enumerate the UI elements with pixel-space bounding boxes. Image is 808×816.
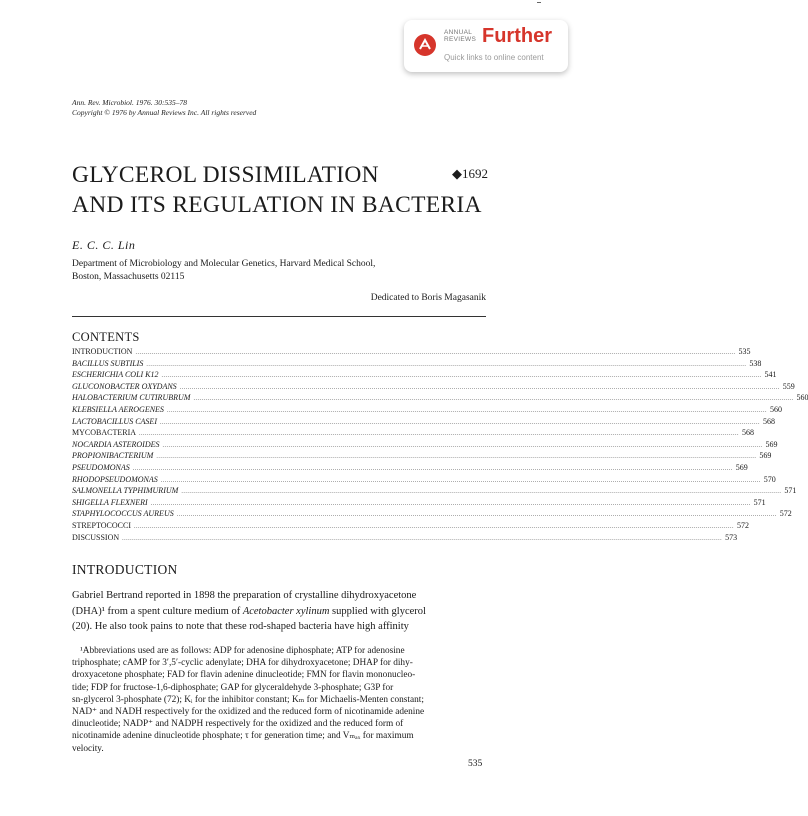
toc-entry-label: PROPIONIBACTERIUM [72, 451, 154, 461]
toc-leader-dots: ............................................................................................................................................................................................................................................................................................................ [161, 373, 762, 380]
body-line: (20). He also took pains to note that these rod-shaped bacteria have high affinity [72, 621, 409, 632]
affiliation-line-2: Boston, Massachusetts 02115 [72, 271, 185, 282]
toc-entry-label: SALMONELLA TYPHIMURIUM [72, 486, 179, 496]
toc-entry [72, 508, 792, 520]
toc-entry-page: 572 [736, 520, 749, 530]
footnote-line: sn-glycerol 3-phosphate (72); Kᵢ for the inhibitor constant; Kₘ for Michaelis-Menten constant; [72, 694, 424, 705]
introduction-body [72, 588, 486, 635]
toc-entry-label: NOCARDIA ASTEROIDES [72, 439, 160, 449]
toc-entry [72, 358, 762, 370]
toc-entry [72, 369, 777, 381]
toc-entry [72, 485, 797, 497]
footnote-line: tide; FDP for fructose-1,6-diphosphate; GAP for glyceraldehyde 3-phosphate; G3P for [72, 682, 394, 693]
publisher-line-2: REVIEWS [444, 36, 477, 43]
further-subtitle: Quick links to online content [444, 53, 544, 62]
toc-entry [72, 497, 766, 509]
toc-entry-label: GLUCONOBACTER OXYDANS [72, 381, 177, 391]
toc-entry [72, 520, 749, 532]
toc-entry-label: ESCHERICHIA COLI K12 [72, 370, 159, 380]
toc-leader-dots: ............................................................................................................................................................................................................................................................................................................ [156, 454, 757, 461]
table-of-contents [72, 346, 808, 543]
dedication: Dedicated to Boris Magasanik [370, 293, 486, 303]
toc-entry-label: LACTOBACILLUS CASEI [72, 416, 157, 426]
toc-entry-label: INTRODUCTION [72, 347, 133, 356]
toc-leader-dots: ............................................................................................................................................................................................................................................................................................................ [132, 465, 733, 472]
toc-leader-dots: ............................................................................................................................................................................................................................................................................................................ [150, 500, 751, 507]
article-title-line-1: GLYCEROL DISSIMILATION [72, 162, 379, 188]
toc-entry-page: 573 [725, 532, 738, 542]
toc-leader-dots: ............................................................................................................................................................................................................................................................................................................ [159, 419, 760, 426]
divider [72, 316, 486, 317]
toc-entry-page: 535 [738, 347, 751, 356]
toc-leader-dots: ............................................................................................................................................................................................................................................................................................................ [179, 384, 780, 391]
article-title-line-2: AND ITS REGULATION IN BACTERIA [72, 192, 482, 218]
contents-heading: CONTENTS [72, 330, 140, 344]
toc-entry-page: 569 [759, 451, 772, 461]
toc-entry-label: STREPTOCOCCI [72, 520, 131, 530]
footnote [72, 645, 486, 755]
footnote-line: NAD⁺ and NADH respectively for the oxidized and the reduced form of nicotinamide adenine [72, 707, 425, 718]
citation-line-1: Ann. Rev. Microbiol. 1976. 30:535–78 [72, 98, 187, 107]
toc-entry-label: MYCOBACTERIA [72, 428, 137, 438]
toc-entry-page: 568 [762, 416, 775, 426]
toc-leader-dots: ............................................................................................................................................................................................................................................................................................................ [176, 512, 777, 519]
toc-entry-page: 571 [784, 486, 797, 496]
footnote-line: ¹Abbreviations used are as follows: ADP for adenosine diphosphate; ATP for adenosine [80, 646, 405, 656]
footnote-line: nicotinamide adenine dinucleotide phosphate; τ for generation time; and Vₘₐₓ for maximum [72, 731, 414, 742]
top-mark [537, 2, 541, 3]
citation-line-2: Copyright © 1976 by Annual Reviews Inc. All rights reserved [72, 108, 257, 117]
toc-entry-label: DISCUSSION [72, 532, 120, 542]
footnote-line: droxyacetone phosphate; FAD for flavin adenine dinucleotide; FMN for flavin mononucleo- [72, 670, 416, 681]
introduction-heading: INTRODUCTION [72, 562, 178, 577]
toc-leader-dots: ............................................................................................................................................................................................................................................................................................................ [122, 535, 723, 542]
toc-entry-label: RHODOPSEUDOMONAS [72, 474, 158, 484]
toc-entry [72, 439, 778, 451]
toc-entry [72, 392, 808, 404]
toc-entry [72, 381, 795, 393]
author-name: E. C. C. Lin [72, 238, 136, 252]
publisher-name [444, 29, 484, 43]
toc-entry-page: 569 [735, 462, 748, 472]
body-line-with-italic: (DHA)¹ from a spent culture medium of Acetobacter xylinum supplied with glycerol [72, 605, 426, 617]
toc-entry [72, 404, 782, 416]
toc-leader-dots: ............................................................................................................................................................................................................................................................................................................ [162, 442, 763, 449]
toc-entry [72, 427, 755, 439]
toc-entry-label: HALOBACTERIUM CUTIRUBRUM [72, 393, 191, 403]
further-banner[interactable] [404, 20, 568, 72]
toc-entry [72, 532, 738, 544]
toc-entry-label: SHIGELLA FLEXNERI [72, 497, 148, 507]
toc-entry-page: 538 [749, 358, 762, 368]
species-name: Acetobacter xylinum [242, 605, 330, 617]
affiliation-line-1: Department of Microbiology and Molecular Genetics, Harvard Medical School, [72, 259, 376, 269]
further-title: Further [482, 25, 552, 47]
toc-leader-dots: ............................................................................................................................................................................................................................................................................................................ [135, 350, 736, 356]
toc-entry [72, 450, 772, 462]
footnote-line: dinucleotide; NADP⁺ and NADPH respectively for the oxidized and the reduced form of [72, 719, 404, 730]
toc-entry-page: 569 [765, 439, 778, 449]
toc-entry-label: PSEUDOMONAS [72, 462, 130, 472]
citation [72, 98, 256, 118]
footnote-line: velocity. [72, 743, 104, 754]
toc-leader-dots: ............................................................................................................................................................................................................................................................................................................ [133, 523, 734, 530]
toc-entry [72, 346, 751, 358]
toc-entry-page: 571 [753, 497, 766, 507]
toc-entry-label: KLEBSIELLA AEROGENES [72, 404, 164, 414]
toc-entry-page: 560 [796, 393, 808, 403]
annual-reviews-logo-icon [414, 34, 436, 56]
reference-number: ◆1692 [452, 166, 488, 181]
toc-leader-dots: ............................................................................................................................................................................................................................................................................................................ [139, 431, 740, 438]
toc-leader-dots: ............................................................................................................................................................................................................................................................................................................ [160, 477, 761, 484]
footnote-line: triphosphate; cAMP for 3′,5′-cyclic adenylate; DHA for dihydroxyacetone; DHAP for dihy- [72, 658, 413, 669]
toc-entry-label: STAPHYLOCOCCUS AUREUS [72, 509, 174, 519]
toc-entry-page: 541 [764, 370, 777, 380]
toc-leader-dots: ............................................................................................................................................................................................................................................................................................................ [193, 396, 794, 403]
toc-leader-dots: ............................................................................................................................................................................................................................................................................................................ [166, 407, 767, 414]
toc-leader-dots: ............................................................................................................................................................................................................................................................................................................ [146, 361, 747, 368]
article-title [72, 160, 482, 220]
toc-entry-page: 560 [769, 404, 782, 414]
toc-leader-dots: ............................................................................................................................................................................................................................................................................................................ [181, 489, 782, 496]
toc-entry-page: 559 [782, 381, 795, 391]
publisher-line-1: ANNUAL [444, 29, 473, 36]
toc-entry-page: 570 [763, 474, 776, 484]
page-number: 535 [468, 759, 483, 769]
toc-entry [72, 474, 776, 486]
toc-entry-label: BACILLUS SUBTILIS [72, 358, 144, 368]
author-affiliation [72, 258, 375, 283]
toc-entry-page: 572 [779, 509, 792, 519]
toc-entry-page: 568 [742, 428, 755, 438]
toc-entry [72, 462, 748, 474]
toc-entry [72, 416, 775, 428]
body-line: Gabriel Bertrand reported in 1898 the preparation of crystalline dihydroxyacetone [72, 590, 417, 601]
